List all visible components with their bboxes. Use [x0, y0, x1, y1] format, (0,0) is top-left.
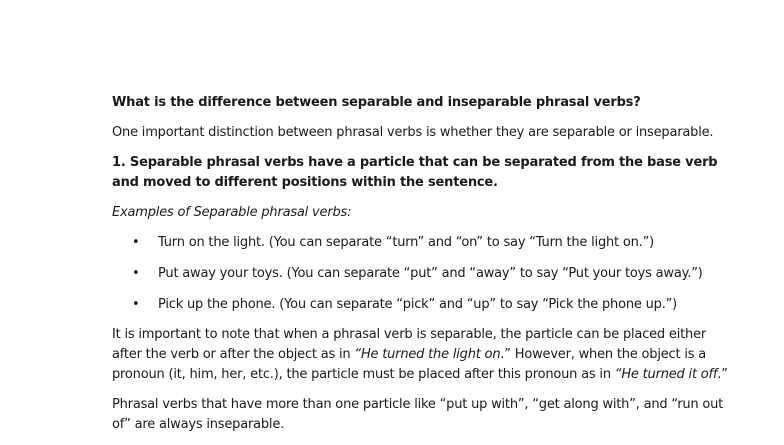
question-heading: What is the difference between separable and inseparable phrasal verbs?	[112, 95, 641, 110]
list-item	[112, 233, 732, 253]
examples-list	[112, 233, 732, 315]
document-body	[112, 93, 732, 445]
note-example-2: “He turned it off	[614, 367, 718, 382]
bullet-icon: •	[132, 266, 140, 281]
example-text: Pick up the phone. (You can separate “pick” and “up” to say “Pick the phone up.”)	[158, 297, 678, 312]
note-example-1: “He turned the light on	[354, 347, 501, 362]
note-text-3: .”	[717, 367, 728, 382]
note-text-2: .” However, when the object is a pronoun (it, him, her, etc.), the particle must be placed after this pronoun as in	[112, 347, 707, 382]
intro-paragraph: One important distinction between phrasal verbs is whether they are separable or inseparable.	[112, 125, 714, 140]
bullet-icon: •	[132, 235, 140, 250]
list-item	[112, 295, 732, 315]
bullet-icon: •	[132, 297, 140, 312]
list-item	[112, 264, 732, 284]
note-paragraph	[112, 325, 732, 385]
example-text: Put away your toys. (You can separate “put” and “away” to say “Put your toys away.”)	[158, 266, 703, 281]
closing-paragraph: Phrasal verbs that have more than one particle like “put up with”, “get along with”, and “run out of” are always inseparable.	[112, 397, 724, 432]
examples-label: Examples of Separable phrasal verbs:	[112, 205, 352, 220]
separable-section-heading: 1. Separable phrasal verbs have a particle that can be separated from the base verb and moved to different positions within the sentence.	[112, 155, 718, 190]
example-text: Turn on the light. (You can separate “turn” and “on” to say “Turn the light on.”)	[158, 235, 655, 250]
note-text-1: It is important to note that when a phrasal verb is separable, the particle can be placed either after the verb or after the object as in	[112, 327, 707, 362]
